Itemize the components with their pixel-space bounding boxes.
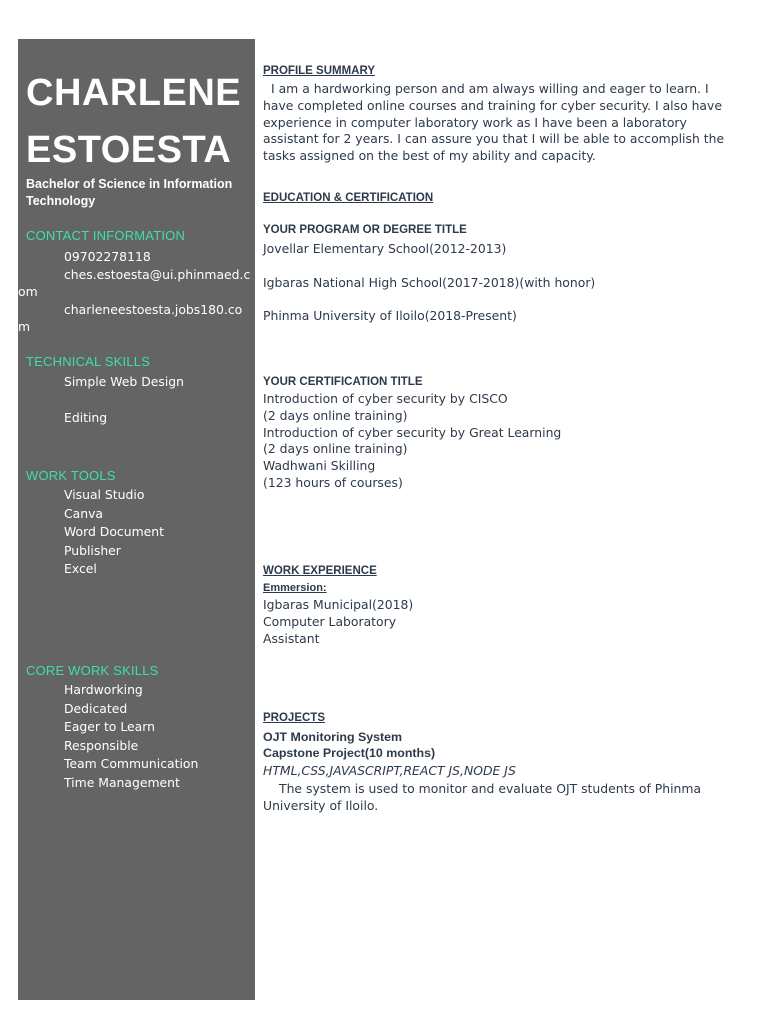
contact-heading: CONTACT INFORMATION	[26, 228, 186, 243]
school-item: Igbaras National High School(2017-2018)(with honor)	[263, 275, 596, 290]
work-details	[263, 597, 413, 647]
profile-heading: PROFILE SUMMARY	[263, 65, 376, 77]
project-description: The system is used to monitor and evaluate OJT students of Phinma University of Iloilo.	[263, 781, 702, 813]
list-item: Publisher	[64, 542, 121, 558]
project-name: OJT Monitoring System	[263, 730, 403, 744]
list-item: Responsible	[64, 737, 139, 753]
degree-title: Bachelor of Science in Information Technology	[26, 177, 233, 208]
project-tech-stack: HTML,CSS,JAVASCRIPT,REACT JS,NODE JS	[263, 763, 516, 778]
education-heading: EDUCATION & CERTIFICATION	[263, 192, 434, 204]
name-first: CHARLENE	[26, 72, 242, 114]
list-item: Introduction of cyber security by CISCO	[263, 391, 508, 406]
list-item: Canva	[64, 505, 104, 521]
work-subheading: Emmersion:	[263, 582, 327, 594]
list-item: Word Document	[64, 524, 164, 540]
list-item: Hardworking	[64, 682, 143, 697]
list-item: Simple Web Design	[64, 374, 184, 389]
contact-website[interactable]: charleneestoesta.jobs180.com	[18, 302, 243, 334]
core-skills-heading: CORE WORK SKILLS	[26, 663, 159, 678]
list-item: Dedicated	[64, 700, 128, 716]
work-line: Igbaras Municipal(2018)	[263, 597, 414, 612]
contact-email[interactable]: ches.estoesta@ui.phinmaed.com	[18, 267, 251, 299]
applicant-name	[26, 65, 241, 179]
technical-skills-heading: TECHNICAL SKILLS	[26, 354, 151, 369]
work-tools-list	[64, 486, 164, 579]
list-item: (123 hours of courses)	[263, 474, 403, 490]
list-item: Introduction of cyber security by Great Learning	[263, 424, 562, 440]
list-item: (2 days online training)	[263, 441, 408, 457]
list-item: Visual Studio	[64, 487, 145, 502]
profile-summary: I am a hardworking person and am always willing and eager to learn. I have completed online courses and training for cyber security. I also have experience in computer laboratory work as I have been a laboratory assistant for 2 years. I can assure you that I will be able to accomplish the tasks assigned on the best of my ability and capacity.	[263, 81, 725, 164]
name-last: ESTOESTA	[26, 129, 232, 171]
core-skills-list	[64, 681, 198, 793]
technical-skills-list	[64, 373, 184, 427]
list-item: Time Management	[64, 774, 180, 790]
certification-list	[263, 391, 561, 492]
work-line: Assistant	[263, 630, 320, 646]
program-title: YOUR PROGRAM OR DEGREE TITLE	[263, 224, 467, 236]
list-item: Editing	[64, 409, 108, 425]
school-item: Jovellar Elementary School(2012-2013)	[263, 241, 507, 256]
list-item: Team Communication	[64, 756, 199, 772]
project-type: Capstone Project(10 months)	[263, 746, 436, 760]
work-line: Computer Laboratory	[263, 613, 397, 629]
certification-title: YOUR CERTIFICATION TITLE	[263, 376, 423, 388]
list-item: Excel	[64, 561, 97, 577]
list-item: (2 days online training)	[263, 407, 408, 423]
list-item: Wadhwani Skilling	[263, 458, 376, 474]
school-item: Phinma University of Iloilo(2018-Present)	[263, 308, 517, 323]
work-experience-heading: WORK EXPERIENCE	[263, 565, 377, 577]
contact-phone: 09702278118	[64, 249, 151, 264]
list-item: Eager to Learn	[64, 719, 155, 735]
projects-heading: PROJECTS	[263, 712, 325, 724]
work-tools-heading: WORK TOOLS	[26, 468, 116, 483]
resume-sidebar	[18, 39, 255, 1000]
